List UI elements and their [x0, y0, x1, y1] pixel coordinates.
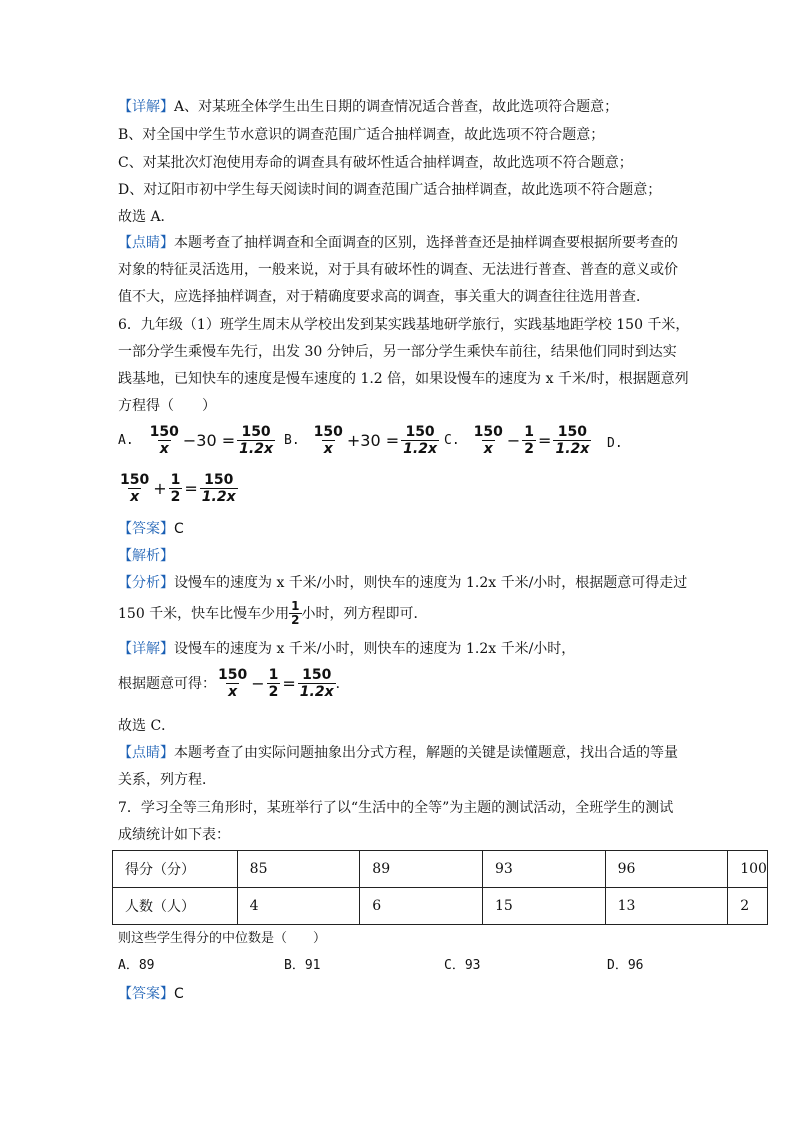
table-cell: 89	[360, 851, 483, 888]
table-row	[113, 851, 768, 888]
comment-text: 本题考查了抽样调查和全面调查的区别，选择普查还是抽样调查要根据所要考查的	[174, 235, 678, 251]
fraction: $\frac{150}{x}$	[313, 424, 343, 457]
fenxi-tag: 【分析】	[118, 575, 174, 591]
q6-stem-line-1: 6．九年级（1）班学生周末从学校出发到某实践基地研学旅行，实践基地距学校 150 千米，	[118, 317, 690, 333]
q5-comment-line-3: 值不大，应选择抽样调查，对于精确度要求高的调查，事关重大的调查往往选用普查．	[118, 289, 650, 305]
q6-option-c: C. $\frac{150}{x}$ − $\frac{1}{2}$ = $\frac{150}{1.2x}$	[444, 424, 590, 457]
fraction: $\frac{1}{2}$	[268, 667, 279, 700]
fraction: $\frac{150}{x}$	[218, 667, 248, 700]
q5-detail-line-3: C、对某批次灯泡使用寿命的调查具有破坏性适合抽样调查，故此选项不符合题意；	[118, 155, 633, 171]
table-cell: 85	[237, 851, 360, 888]
q5-detail-line-1	[118, 97, 618, 117]
q6-option-a: A. $\frac{150}{x}$ −30 = $\frac{150}{1.2x}$	[118, 424, 273, 457]
q6-stem-line-2: 一部分学生乘慢车先行，出发 30 分钟后，另一部分学生乘快车前往，结果他们同时到达实	[118, 344, 677, 360]
q6-option-b: B. $\frac{150}{x}$ +30 = $\frac{150}{1.2x}$	[284, 424, 437, 457]
q6-stem-line-4: 方程得（ ）	[118, 398, 216, 414]
q5-detail-line-2: B、对全国中学生节水意识的调查范围广适合抽样调查，故此选项不符合题意；	[118, 127, 605, 143]
table-cell: 96	[605, 851, 728, 888]
q6-fenxi-line-1: 【分析】设慢车的速度为 x 千米/小时，则快车的速度为 1.2x 千米/小时，根据题意可得走过	[118, 575, 688, 591]
q6-answer	[118, 519, 184, 539]
table-cell: 13	[605, 888, 728, 925]
q6-stem-line-3: 践基地，已知快车的速度是慢车速度的 1.2 倍，如果设慢车的速度为 x 千米/时，根据题意列	[118, 371, 689, 387]
q6-comment-line-1: 【点睛】本题考查了由实际问题抽象出分式方程，解题的关键是读懂题意，找出合适的等量	[118, 745, 678, 761]
answer-tag: 【答案】	[118, 521, 174, 537]
q7-option-d: D．96	[607, 958, 644, 973]
fraction: $\frac{1}{2}$	[524, 424, 535, 457]
q7-stem-line-2: 成绩统计如下表：	[118, 827, 230, 843]
q5-comment-line-1	[118, 233, 678, 253]
table-cell: 100	[728, 851, 768, 888]
q6-conclusion: 故选 C．	[118, 718, 176, 734]
q5-detail-line-4: D、对辽阳市初中学生每天阅读时间的调查范围广适合抽样调查，故此选项不符合题意；	[118, 182, 662, 198]
fraction: $\frac{1}{2}$	[291, 599, 300, 627]
answer-value: C	[174, 986, 184, 1002]
table-cell: 93	[482, 851, 605, 888]
q7-answer	[118, 984, 184, 1004]
detail-tag: 【详解】	[118, 99, 174, 115]
q6-option-d: $\frac{150}{x}$ + $\frac{1}{2}$ = $\frac{150}{1.2x}$	[120, 472, 236, 505]
q5-conclusion: 故选 A．	[118, 209, 175, 225]
table-cell: 15	[482, 888, 605, 925]
q6-analysis-tag: 【解析】	[118, 548, 174, 564]
q6-detail-line-2: 根据题意可得： $\frac{150}{x}$ − $\frac{1}{2}$ = $\frac{150}{1.2x}$ ．	[118, 667, 350, 700]
q7-option-b: B．91	[284, 958, 321, 973]
score-table	[112, 850, 768, 925]
fraction: $\frac{150}{x}$	[120, 472, 150, 505]
q7-stem-line-1: 7．学习全等三角形时，某班举行了以“生活中的全等”为主题的测试活动，全班学生的测试	[118, 800, 674, 816]
answer-value: C	[174, 521, 184, 537]
comment-tag: 【点睛】	[118, 235, 174, 251]
q6-fenxi-line-2: 150 千米，快车比慢车少用 $\frac{1}{2}$ 小时，列方程即可．	[118, 599, 428, 627]
fraction: $\frac{150}{1.2x}$	[555, 424, 590, 457]
table-cell: 6	[360, 888, 483, 925]
comment-tag: 【点睛】	[118, 745, 174, 761]
fraction: $\frac{150}{x}$	[473, 424, 503, 457]
fraction: $\frac{150}{1.2x}$	[299, 667, 334, 700]
table-cell: 得分（分）	[113, 851, 238, 888]
fraction: $\frac{150}{1.2x}$	[201, 472, 236, 505]
q5-comment-line-2: 对象的特征灵活选用，一般来说，对于具有破坏性的调查、无法进行普查、普查的意义或价	[118, 262, 678, 278]
table-cell: 人数（人）	[113, 888, 238, 925]
fraction: $\frac{1}{2}$	[170, 472, 181, 505]
q7-option-a: A．89	[118, 958, 155, 973]
q6-comment-line-2: 关系，列方程．	[118, 772, 216, 788]
table-row	[113, 888, 768, 925]
detail-tag: 【详解】	[118, 641, 174, 657]
answer-tag: 【答案】	[118, 986, 174, 1002]
table-cell: 2	[728, 888, 768, 925]
detail-text: A、对某班全体学生出生日期的调查情况适合普查，故此选项符合题意；	[174, 99, 619, 115]
table-cell: 4	[237, 888, 360, 925]
q7-question: 则这些学生得分的中位数是（ ）	[118, 931, 327, 946]
fraction: $\frac{150}{x}$	[149, 424, 179, 457]
q6-detail-line-1: 【详解】设慢车的速度为 x 千米/小时，则快车的速度为 1.2x 千米/小时，	[118, 641, 576, 657]
q6-option-d-label: D.	[607, 436, 623, 451]
q7-option-c: C．93	[444, 958, 481, 973]
fraction: $\frac{150}{1.2x}$	[403, 424, 437, 457]
fraction: $\frac{150}{1.2x}$	[239, 424, 273, 457]
